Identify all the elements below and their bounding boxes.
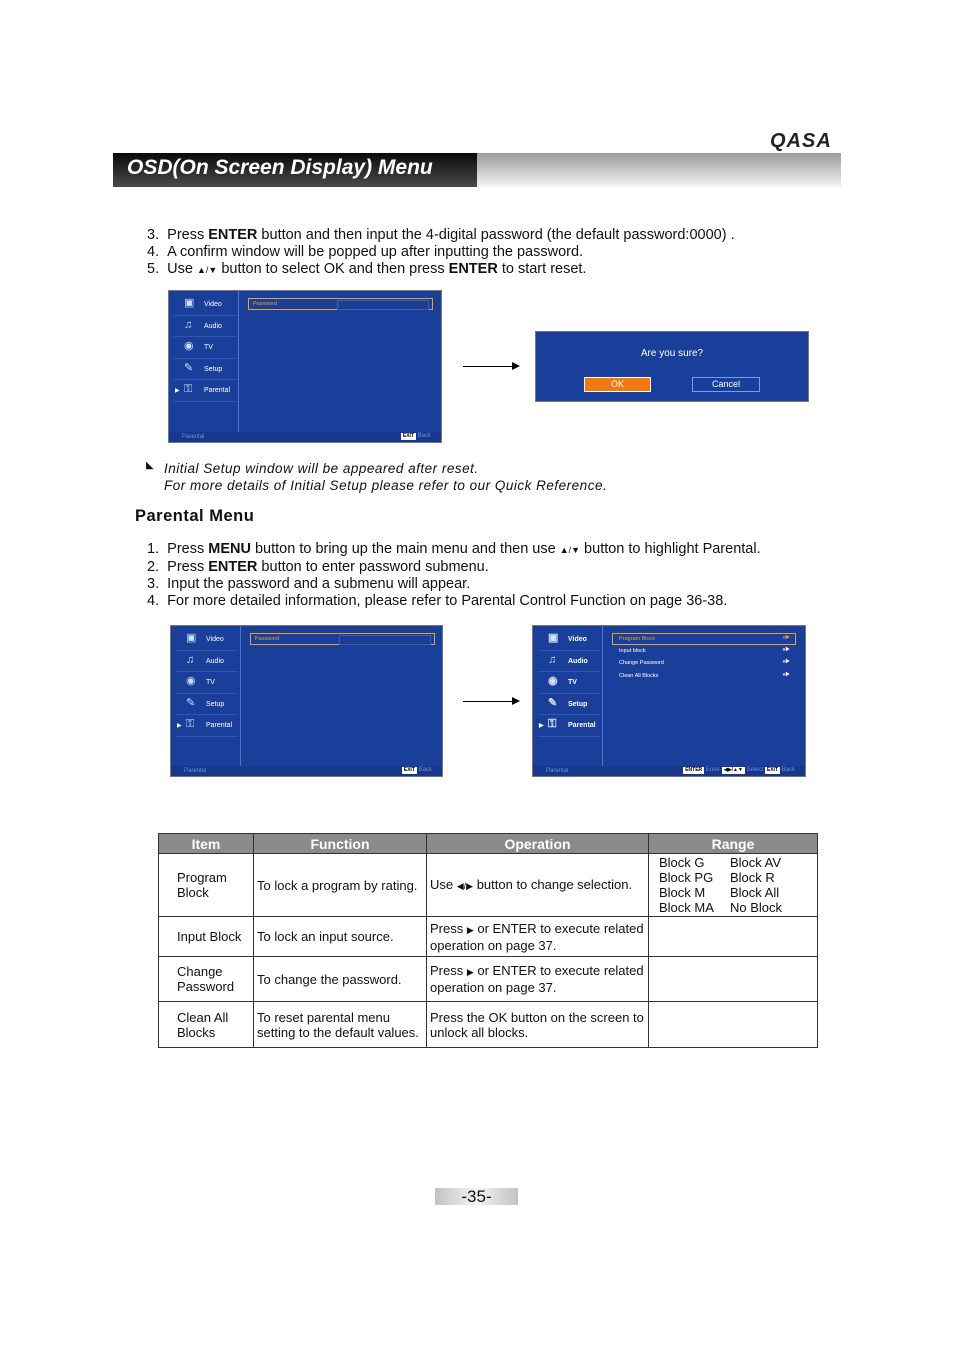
step-item: 3. Input the password and a submenu will appear. [147, 576, 471, 592]
osd-sidebar [176, 629, 238, 737]
password-row[interactable]: Password [250, 633, 435, 645]
video-icon: ▣ [186, 632, 197, 644]
osd-status-bar: Parental EXIT Back [171, 766, 442, 776]
osd-menu-setup[interactable]: ✎ Setup [174, 359, 236, 381]
flow-arrow [463, 701, 518, 702]
osd-menu-parental[interactable]: ▶ ⚿ Parental [538, 715, 600, 737]
submenu-change-password[interactable]: Change Password ⏸▶ [619, 659, 790, 666]
osd-menu-parental[interactable]: ▶ ⚿ Parental [176, 715, 238, 737]
header-title: OSD(On Screen Display) Menu [127, 156, 433, 179]
audio-icon: ♫ [186, 653, 195, 666]
osd-menu-audio[interactable]: ♫ Audio [174, 316, 236, 338]
osd-parental-submenu [532, 625, 806, 777]
step-item: 5. Use ▲/▼ button to select OK and then press ENTER to start reset. [147, 261, 587, 277]
osd-sidebar [538, 629, 600, 737]
video-icon: ▣ [184, 297, 195, 309]
setup-icon: ✎ [184, 361, 194, 374]
osd-menu-audio[interactable]: ♫ Audio [176, 651, 238, 673]
password-input[interactable] [339, 635, 431, 645]
step-item: 3. Press ENTER button and then input the 4-digital password (the default password:0000) . [147, 227, 735, 243]
header-item: Item [159, 834, 254, 854]
selection-arrow-icon: ▶ [175, 388, 180, 395]
table-row: Program Block To lock a program by rating. Use ◀/▶ button to change selection. Block G Block AV Block PG Block R Block M Block All Block MA No Block [159, 854, 818, 917]
left-right-icon: ◀/▶ [456, 880, 474, 891]
osd-menu-video[interactable]: ▣ Video [174, 294, 236, 316]
osd-menu-setup[interactable]: ✎ Setup [538, 694, 600, 716]
reset-steps [147, 227, 735, 279]
right-arrow-icon: ▶ [466, 967, 474, 977]
header-operation: Operation [427, 834, 649, 854]
setup-icon: ✎ [548, 696, 558, 709]
osd-sidebar [174, 294, 236, 402]
table-row: Change Password To change the password. Press ▶ or ENTER to execute related operation on page 37. [159, 957, 818, 1002]
step-item: 4. A confirm window will be popped up after inputting the password. [147, 244, 584, 260]
tv-icon: ◉ [186, 675, 196, 688]
note-text: Initial Setup window will be appeared after reset. For more details of Initial Setup please refer to our Quick Reference. [164, 461, 608, 493]
osd-menu-video[interactable]: ▣ Video [176, 629, 238, 651]
setup-icon: ✎ [186, 696, 196, 709]
parental-icon: ⚿ [548, 718, 557, 731]
osd-menu-setup[interactable]: ✎ Setup [176, 694, 238, 716]
osd-status-bar: Parental ENTER Enter ◀▶/▲▼ Select EXIT Back [533, 766, 805, 776]
exit-key-icon: EXIT [766, 767, 778, 773]
audio-icon: ♫ [184, 318, 193, 331]
enter-arrow-icon: ⏸▶ [782, 635, 790, 641]
submenu-clean-all-blocks[interactable]: Clean All Blocks ⏸▶ [619, 672, 790, 679]
osd-menu-tv[interactable]: ◉ TV [176, 672, 238, 694]
enter-key-icon: ENTER [685, 767, 703, 773]
osd-menu-tv[interactable]: ◉ TV [538, 672, 600, 694]
note-icon: ◣ [146, 460, 154, 471]
flow-arrow [463, 366, 518, 367]
osd-menu-audio[interactable]: ♫ Audio [538, 651, 600, 673]
enter-arrow-icon: ⏸▶ [782, 672, 790, 678]
exit-key-icon: EXIT [402, 433, 414, 439]
enter-arrow-icon: ⏸▶ [782, 659, 790, 665]
table-row: Input Block To lock an input source. Press ▶ or ENTER to execute related operation on page 37. [159, 917, 818, 957]
section-title: Parental Menu [135, 507, 255, 525]
range-list: Block G Block AV Block PG Block R Block M Block All Block MA No Block [659, 855, 783, 915]
confirm-dialog [535, 331, 809, 402]
selection-arrow-icon: ▶ [177, 723, 182, 730]
osd-password-screen-2 [170, 625, 443, 777]
audio-icon: ♫ [548, 653, 557, 666]
osd-menu-video[interactable]: ▣ Video [538, 629, 600, 651]
page-number: -35- [435, 1188, 518, 1205]
osd-password-screen [168, 290, 442, 443]
up-down-icon: ▲/▼ [559, 545, 581, 555]
brand-logo: QASA [770, 130, 832, 152]
up-down-icon: ▲/▼ [196, 265, 218, 275]
right-arrow-icon: ▶ [466, 924, 474, 935]
osd-menu-tv[interactable]: ◉ TV [174, 337, 236, 359]
step-item: 4. For more detailed information, please refer to Parental Control Function on page 36-38. [147, 593, 728, 609]
parental-icon: ⚿ [186, 718, 195, 731]
submenu-input-block[interactable]: Input block ⏸▶ [619, 647, 790, 654]
osd-menu-parental[interactable]: ▶ ⚿ Parental [174, 380, 236, 402]
nav-keys-icon: ◀▶/▲▼ [723, 767, 743, 773]
step-item: 1. Press MENU button to bring up the main menu and then use ▲/▼ button to highlight Parental. [147, 541, 761, 557]
tv-icon: ◉ [184, 340, 194, 353]
header-function: Function [254, 834, 427, 854]
step-item: 2. Press ENTER button to enter password submenu. [147, 559, 489, 575]
tv-icon: ◉ [548, 675, 558, 688]
ok-button[interactable]: OK [584, 377, 651, 392]
password-input[interactable] [337, 300, 429, 310]
confirm-question: Are you sure? [640, 348, 704, 359]
parental-icon: ⚿ [184, 383, 193, 396]
video-icon: ▣ [548, 632, 559, 644]
osd-status-bar: Parental EXIT Back [169, 432, 441, 442]
header-range: Range [649, 834, 818, 854]
enter-arrow-icon: ⏸▶ [782, 647, 790, 653]
selection-arrow-icon: ▶ [539, 723, 544, 730]
exit-key-icon: EXIT [403, 767, 415, 773]
parental-steps [147, 541, 761, 610]
password-row[interactable]: Password [248, 298, 433, 310]
submenu-program-block[interactable]: Program Block ⏸▶ [612, 633, 796, 645]
table-row: Clean All Blocks To reset parental menu setting to the default values. Press the OK button on the screen to unlock all blocks. [159, 1002, 818, 1048]
cancel-button[interactable]: Cancel [692, 377, 760, 392]
parental-table [158, 833, 818, 1048]
